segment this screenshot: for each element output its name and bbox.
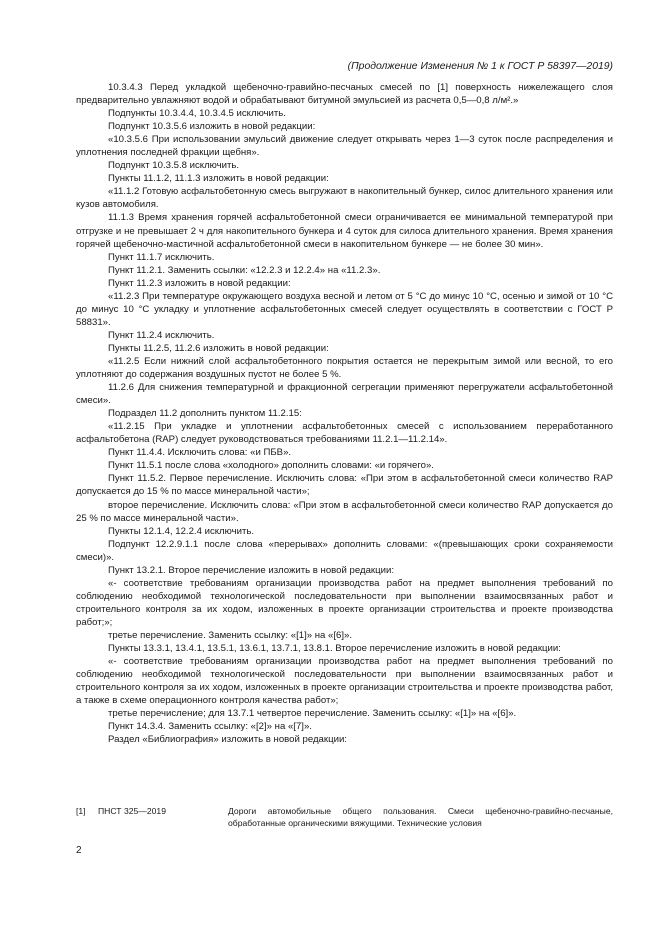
paragraph: Пункт 14.3.4. Заменить ссылку: «[2]» на «[7]». xyxy=(108,721,312,733)
paragraph: Пункт 11.1.7 исключить. xyxy=(108,251,215,263)
page-number: 2 xyxy=(76,845,82,856)
paragraph: Пункт 11.2.1. Заменить ссылки: «12.2.3 и 12.2.4» на «11.2.3». xyxy=(108,264,381,276)
paragraph: третье перечисление. Заменить ссылку: «[1]» на «[6]». xyxy=(108,629,353,641)
paragraph: Пункт 11.5.2. Первое перечисление. Исключить слова: «При этом в асфальтобетонной смеси количество RAP допускается до 15 % по массе минеральной части»; xyxy=(76,473,613,498)
bibliography-code: ПНСТ 325—2019 xyxy=(98,806,166,816)
paragraph: «11.2.15 При укладке и уплотнении асфальтобетонных смесей с использованием переработанного асфальтобетона (RAP) следует руководствоваться требованиями 11.2.1—11.2.14». xyxy=(76,421,613,446)
bibliography-title: Дороги автомобильные общего пользования. Смеси щебеночно-гравийно-песчаные, обработанные органическими вяжущими. Технические условия xyxy=(228,806,613,828)
document-body xyxy=(76,81,613,746)
paragraph: третье перечисление; для 13.7.1 четвертое перечисление. Заменить ссылку: «[1]» на «[6]». xyxy=(108,708,517,720)
paragraph: Пункт 11.4.4. Исключить слова: «и ПБВ». xyxy=(108,447,292,459)
paragraph: 11.2.6 Для снижения температурной и фракционной сегрегации применяют перегружатели асфальтобетонной смеси». xyxy=(76,382,613,407)
paragraph: Раздел «Библиография» изложить в новой редакции: xyxy=(108,734,347,746)
paragraph: «11.2.3 При температуре окружающего воздуха весной и летом от 5 °С до минус 10 °С, осенью и зимой от 10 °С до минус 10 °С укладку и уплотнение асфальтобетонных смесей следует осуществлять в соответствии с ГОСТ Р 58831». xyxy=(76,290,613,328)
paragraph: «10.3.5.6 При использовании эмульсий движение следует открывать через 1—3 суток после распределения и уплотнения последней фракции щебня». xyxy=(76,134,613,159)
paragraph: 11.1.3 Время хранения горячей асфальтобетонной смеси ограничивается ее минимальной температурой при отгрузке и не превышает 2 ч для накопительного бункера и 4 суток для силоса длительного хранения. Время хранения горячей щебеночно-мастичной асфальтобетонной смеси в накопительном бункере — не более 30 мин». xyxy=(76,212,613,250)
paragraph: Пункты 12.1.4, 12.2.4 исключить. xyxy=(108,525,255,537)
paragraph: «- соответствие требованиям организации производства работ на предмет выполнения требований по соблюдению необходимой технологической последовательности при выполнении взаимосвязанных работ и строительного контроля за их ходом, изложенных в проекте организации строительства и проекте производства работ;»; xyxy=(76,577,613,628)
paragraph: Подпункт 10.3.5.8 исключить. xyxy=(108,160,240,172)
paragraph: Пункт 11.2.4 исключить. xyxy=(108,329,215,341)
paragraph: «11.2.5 Если нижний слой асфальтобетонного покрытия остается не перекрытым зимой или весной, то его уплотняют до содержания воздушных пустот не более 5 %. xyxy=(76,355,613,381)
paragraph: Пункты 11.1.2, 11.1.3 изложить в новой редакции: xyxy=(108,173,329,185)
paragraph: Пункты 11.2.5, 11.2.6 изложить в новой редакции: xyxy=(108,342,329,354)
paragraph: «- соответствие требованиям организации производства работ на предмет выполнения требований по соблюдению необходимой технологической последовательности при выполнении взаимосвязанных работ и строительного контроля за их ходом, изложенных в проекте организации строительства и проекте производства работ, а также в схеме операционного контроля качества работ»; xyxy=(76,656,613,707)
paragraph: Подпункт 12.2.9.1.1 после слова «перерывах» дополнить словами: «(превышающих сроки сохраняемости смеси)». xyxy=(76,538,613,563)
paragraph: Пункт 13.2.1. Второе перечисление изложить в новой редакции: xyxy=(108,564,394,576)
continuation-header: (Продолжение Изменения № 1 к ГОСТ Р 58397—2019) xyxy=(347,61,613,72)
paragraph: Подпункты 10.3.4.4, 10.3.4.5 исключить. xyxy=(108,108,286,120)
paragraph: Подпункт 10.3.5.6 изложить в новой редакции: xyxy=(108,121,316,133)
paragraph: второе перечисление. Исключить слова: «При этом в асфальтобетонной смеси количество RAP допускается до 25 % по массе минеральной части». xyxy=(76,499,613,524)
paragraph: Подраздел 11.2 дополнить пунктом 11.2.15: xyxy=(108,408,302,420)
paragraph: 10.3.4.3 Перед укладкой щебеночно-гравийно-песчаных смесей по [1] поверхность нижележащего слоя предварительно увлажняют водой и обрабатывают битумной эмульсией из расчета 0,5—0,8 л/м².» xyxy=(76,82,613,107)
paragraph: Пункт 11.5.1 после слова «холодного» дополнить словами: «и горячего». xyxy=(108,460,434,472)
bibliography-entry xyxy=(76,806,613,829)
bibliography-number: [1] xyxy=(76,806,86,816)
paragraph: Пункт 11.2.3 изложить в новой редакции: xyxy=(108,277,291,289)
paragraph: Пункты 13.3.1, 13.4.1, 13.5.1, 13.6.1, 13.7.1, 13.8.1. Второе перечисление изложить в новой редакции: xyxy=(108,643,561,655)
paragraph: «11.1.2 Готовую асфальтобетонную смесь выгружают в накопительный бункер, силос длительного хранения или кузов автомобиля. xyxy=(76,186,613,211)
